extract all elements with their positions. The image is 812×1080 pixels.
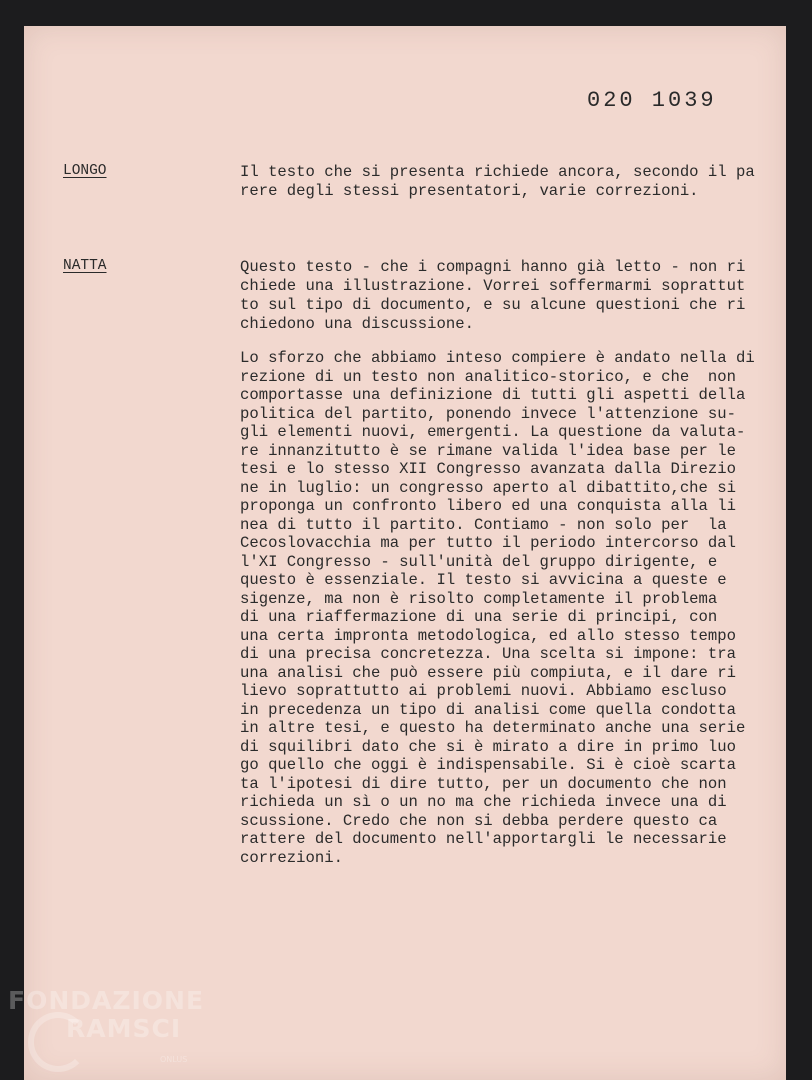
text-line: l'XI Congresso - sull'unità del gruppo dirigente, e <box>240 552 718 571</box>
text-line: go quello che oggi è indispensabile. Si è cioè scarta <box>240 756 736 774</box>
watermark-sub: ONLUS <box>160 1055 188 1064</box>
text-line: Il testo che si presenta richiede ancora, secondo il pa <box>240 163 755 181</box>
text-line: Lo sforzo che abbiamo inteso compiere è andato nella di <box>240 349 755 367</box>
text-line: di squilibri dato che si è mirato a dire in primo luo <box>240 737 736 756</box>
document-number: 020 1039 <box>587 88 717 113</box>
speaker-natta: NATTA <box>63 258 107 274</box>
text-line: tesi e lo stesso XII Congresso avanzata dalla Direzio <box>240 460 736 478</box>
text-line: in altre tesi, e questo ha determinato anche una serie <box>240 719 746 737</box>
speaker-longo: LONGO <box>63 163 107 179</box>
text-line: proponga un confronto libero ed una conquista alla li <box>240 497 736 515</box>
text-line: richieda un sì o un no ma che richieda invece una di <box>240 793 727 811</box>
text-line: re innanzitutto è se rimane valida l'idea base per le <box>240 441 736 460</box>
text-line: gli elementi nuovi, emergenti. La questione da valuta- <box>240 423 746 441</box>
text-line: rezione di un testo non analitico-storico, e che non <box>240 367 736 386</box>
text-line: chiedono una discussione. <box>240 315 474 333</box>
text-line: di una precisa concretezza. Una scelta si impone: tra <box>240 645 736 663</box>
text-line: sigenze, ma non è risolto completamente il problema <box>240 589 718 608</box>
text-line: di una riaffermazione di una serie di principi, con <box>240 608 718 626</box>
text-line: ta l'ipotesi di dire tutto, per un documento che non <box>240 774 727 793</box>
text-line: politica del partito, ponendo invece l'attenzione su- <box>240 404 736 423</box>
text-line: rattere del documento nell'apportargli le necessarie <box>240 830 727 848</box>
text-line: rere degli stessi presentatori, varie correzioni. <box>240 182 699 200</box>
text-line: correzioni. <box>240 848 343 867</box>
text-line: Questo testo - che i compagni hanno già letto - non ri <box>240 258 746 276</box>
watermark-line1: FONDAZIONE <box>8 986 205 1015</box>
text-line: in precedenza un tipo di analisi come quella condotta <box>240 700 736 719</box>
text-line: questo è essenziale. Il testo si avvicina a queste e <box>240 571 727 589</box>
watermark <box>8 988 204 1041</box>
text-line: comportasse una definizione di tutti gli aspetti della <box>240 386 746 404</box>
text-line: nea di tutto il partito. Contiamo - non solo per la <box>240 515 727 534</box>
text-line: Cecoslovacchia ma per tutto il periodo intercorso dal <box>240 534 736 552</box>
text-line: scussione. Credo che non si debba perdere questo ca <box>240 811 718 830</box>
text-line: to sul tipo di documento, e su alcune questioni che ri <box>240 296 746 314</box>
text-line: lievo soprattutto ai problemi nuovi. Abbiamo escluso <box>240 682 727 700</box>
text-line: ne in luglio: un congresso aperto al dibattito,che si <box>240 478 736 497</box>
text-line: una certa impronta metodologica, ed allo stesso tempo <box>240 626 736 645</box>
text-line: chiede una illustrazione. Vorrei soffermarmi soprattut <box>240 277 746 295</box>
watermark-line2: RAMSCI <box>66 1014 182 1043</box>
text-line: una analisi che può essere più compiuta, e il dare ri <box>240 663 736 682</box>
